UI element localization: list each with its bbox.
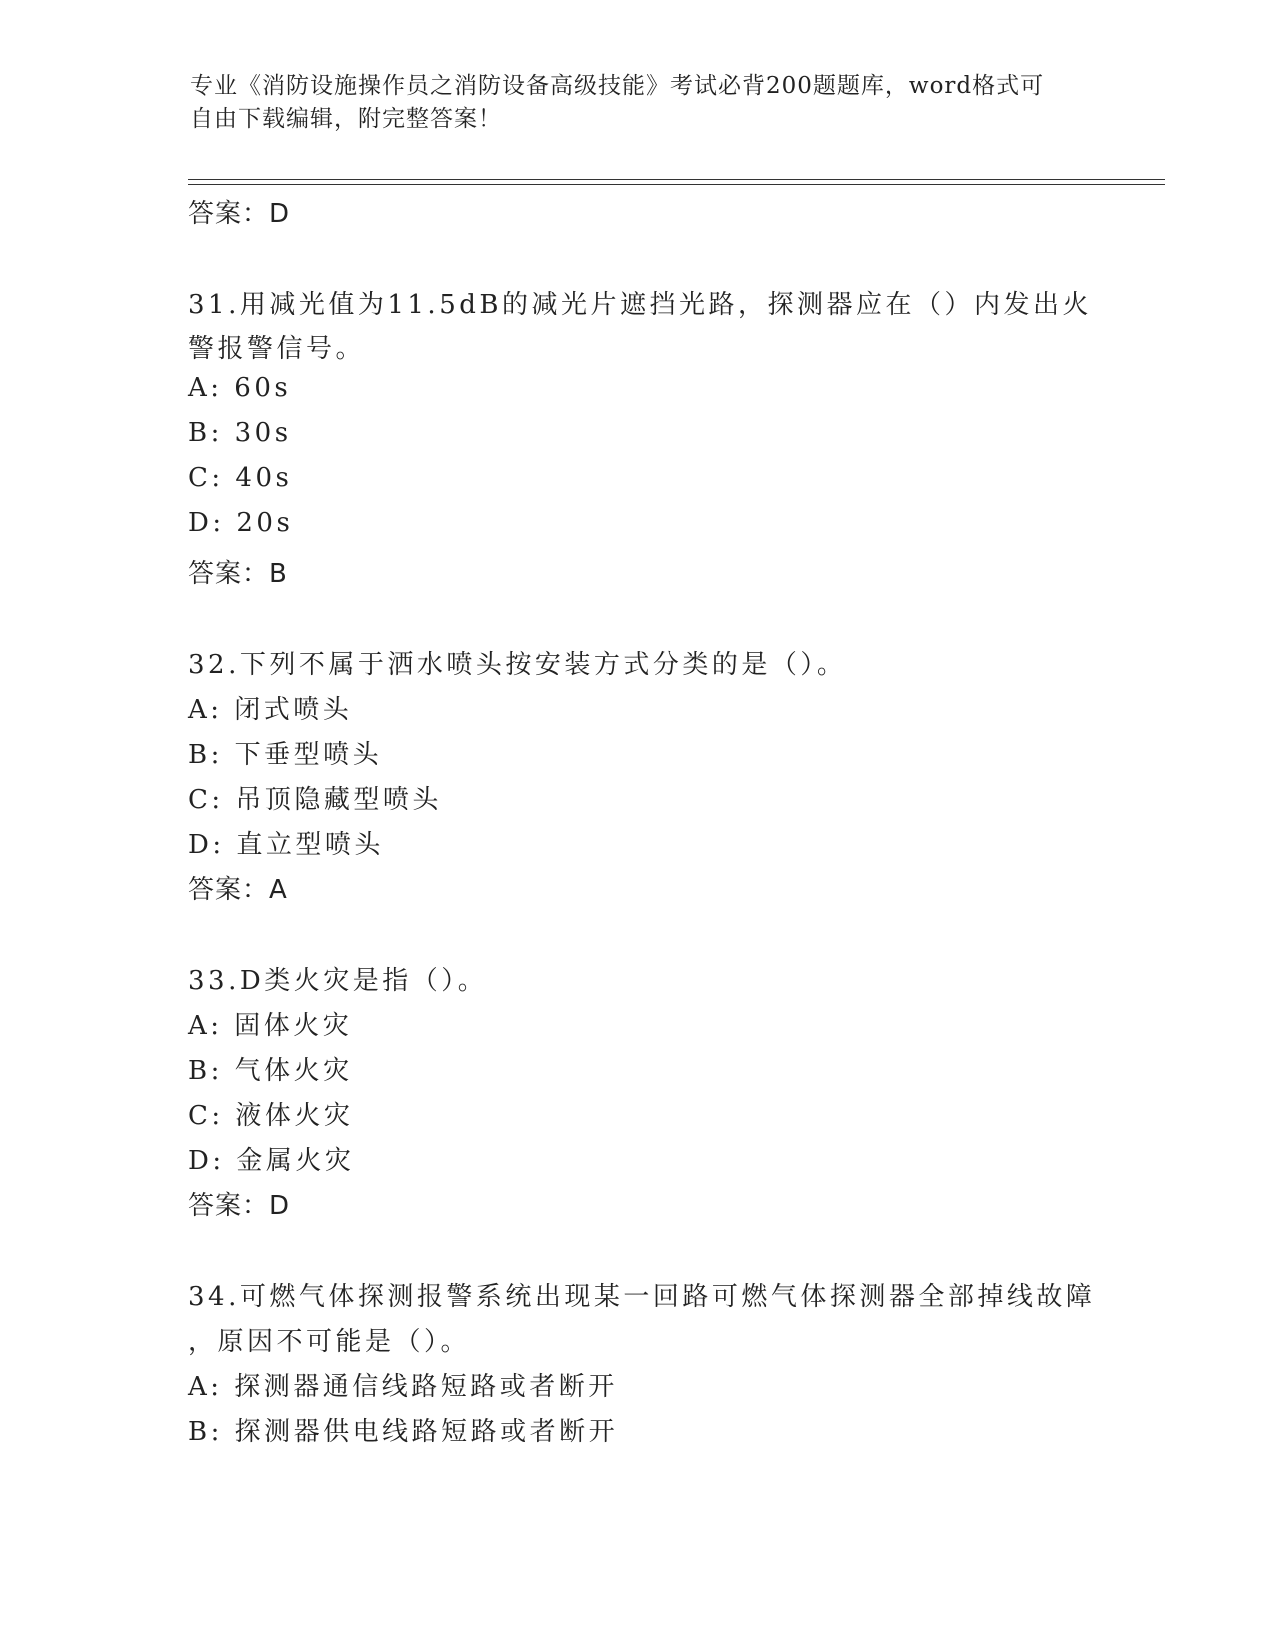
q31-stem-line-1: 31.用减光值为11.5dB的减光片遮挡光路，探测器应在（）内发出火 xyxy=(188,290,1092,320)
q31-answer: 答案：B xyxy=(188,559,288,589)
header-divider-top xyxy=(188,179,1165,180)
document-header xyxy=(190,70,1090,136)
q31-option-c: C: 40s xyxy=(188,463,293,493)
q31-stem-line-2: 警报警信号。 xyxy=(188,334,366,364)
q33-option-d: D: 金属火灾 xyxy=(188,1146,355,1176)
answer-30: 答案：D xyxy=(188,199,291,229)
q32-answer: 答案：A xyxy=(188,875,288,905)
q32-option-c: C: 吊顶隐藏型喷头 xyxy=(188,785,442,815)
header-line-2: 自由下载编辑，附完整答案！ xyxy=(190,106,502,132)
q32-stem: 32.下列不属于洒水喷头按安装方式分类的是（）。 xyxy=(188,650,847,680)
q34-stem-line-1: 34.可燃气体探测报警系统出现某一回路可燃气体探测器全部掉线故障 xyxy=(188,1282,1096,1312)
q32-option-a: A: 闭式喷头 xyxy=(188,695,353,725)
q32-option-b: B: 下垂型喷头 xyxy=(188,740,383,770)
q34-stem-line-2: ，原因不可能是（）。 xyxy=(188,1327,471,1357)
q31-option-b: B: 30s xyxy=(188,418,292,448)
q33-option-b: B: 气体火灾 xyxy=(188,1056,353,1086)
q33-answer: 答案：D xyxy=(188,1191,291,1221)
header-line-1: 专业《消防设施操作员之消防设备高级技能》考试必背200题题库，word格式可 xyxy=(190,73,1045,99)
q33-option-a: A: 固体火灾 xyxy=(188,1011,353,1041)
q34-option-a: A: 探测器通信线路短路或者断开 xyxy=(188,1372,618,1402)
q33-stem: 33.D类火灾是指（）。 xyxy=(188,966,488,996)
header-divider-bottom xyxy=(188,184,1165,185)
q32-option-d: D: 直立型喷头 xyxy=(188,830,384,860)
q34-option-b: B: 探测器供电线路短路或者断开 xyxy=(188,1417,619,1447)
q31-option-a: A: 60s xyxy=(188,373,292,403)
q33-option-c: C: 液体火灾 xyxy=(188,1101,354,1131)
q31-option-d: D: 20s xyxy=(188,508,294,538)
